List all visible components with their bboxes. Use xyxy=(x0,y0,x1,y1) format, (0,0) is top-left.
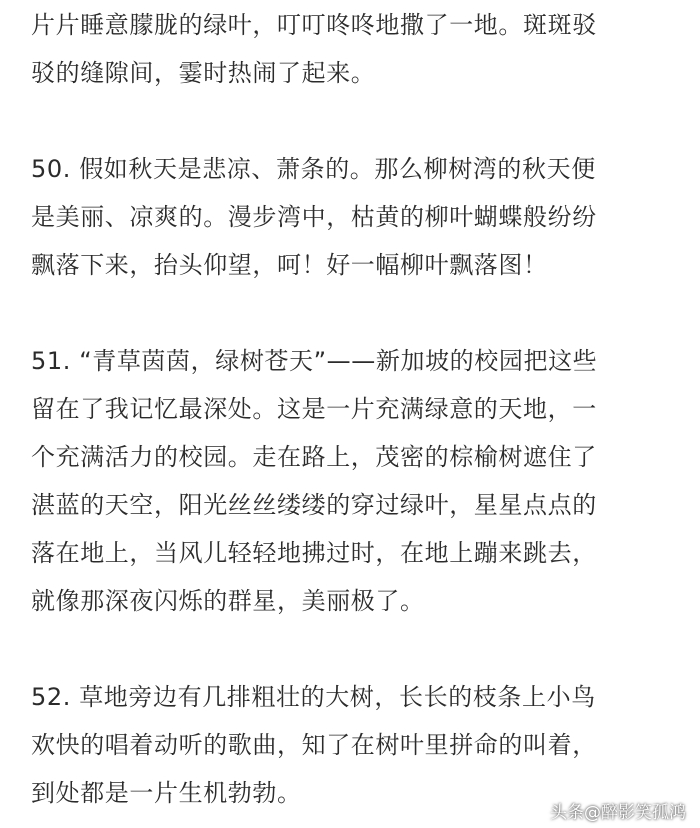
text-line: 50. 假如秋天是悲凉、萧条的。那么柳树湾的秋天便 xyxy=(31,155,596,183)
text-line: 欢快的唱着动听的歌曲，知了在树叶里拼命的叫着， xyxy=(31,731,597,759)
paragraph-intro xyxy=(31,1,688,97)
text-line: 52. 草地旁边有几排粗壮的大树，长长的枝条上小鸟 xyxy=(31,683,596,711)
paragraph-50 xyxy=(31,145,688,289)
text-line: 到处都是一片生机勃勃。 xyxy=(31,779,302,807)
text-line: 片片睡意朦胧的绿叶，叮叮咚咚地撒了一地。斑斑驳 xyxy=(31,11,597,39)
text-line: 湛蓝的天空，阳光丝丝缕缕的穿过绿叶，星星点点的 xyxy=(31,491,597,519)
text-line: 就像那深夜闪烁的群星，美丽极了。 xyxy=(31,587,425,615)
text-line: 个充满活力的校园。走在路上，茂密的棕榆树遮住了 xyxy=(31,443,597,471)
text-line: 落在地上，当风儿轻轻地拂过时，在地上蹦来跳去， xyxy=(31,539,597,567)
text-line: 飘落下来，抬头仰望，呵！好一幅柳叶飘落图！ xyxy=(31,251,548,279)
watermark-text: 头条@醉影笑孤鸿 xyxy=(550,803,686,823)
paragraph-51 xyxy=(31,337,688,625)
paragraph-52 xyxy=(31,673,688,817)
paragraph-gap xyxy=(31,289,688,337)
text-line: 51. “青草茵茵，绿树苍天”——新加坡的校园把这些 xyxy=(31,347,598,375)
paragraph-gap xyxy=(31,625,688,673)
paragraph-gap xyxy=(31,97,688,145)
text-line: 驳的缝隙间，霎时热闹了起来。 xyxy=(31,59,376,87)
text-line: 留在了我记忆最深处。这是一片充满绿意的天地，一 xyxy=(31,395,597,423)
text-line: 是美丽、凉爽的。漫步湾中，枯黄的柳叶蝴蝶般纷纷 xyxy=(31,203,597,231)
